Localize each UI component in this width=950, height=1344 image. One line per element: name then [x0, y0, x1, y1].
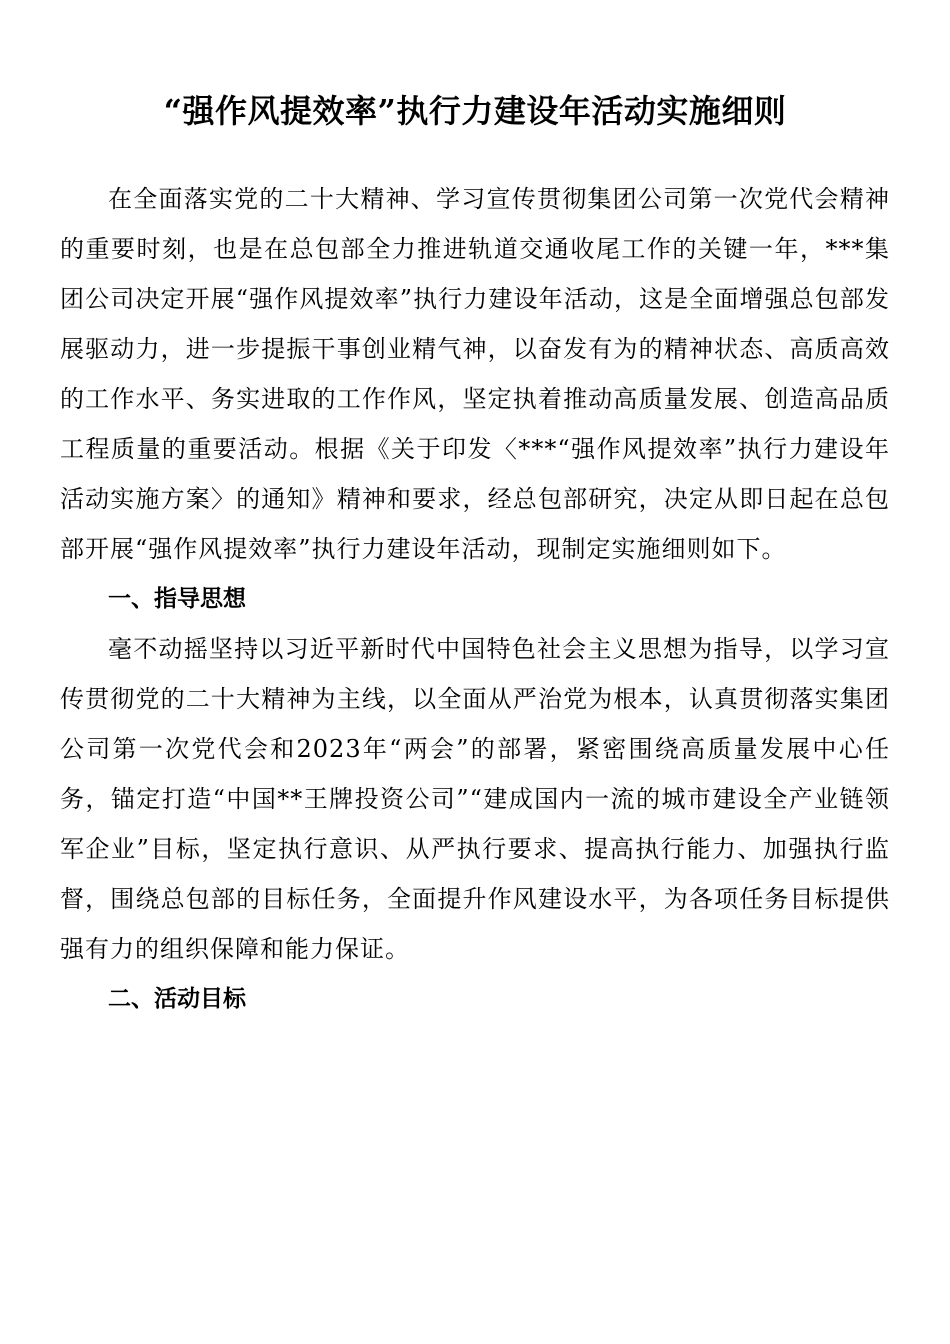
document-title: “强作风提效率”执行力建设年活动实施细则 [163, 92, 787, 130]
intro-paragraph: 在全面落实党的二十大精神、学习宣传贯彻集团公司第一次党代会精神的重要时刻，也是在总包部全力推进轨道交通收尾工作的关键一年，***集团公司决定开展“强作风提效率”执行力建设年活动，这是全面增强总包部发展驱动力，进一步提振干事创业精气神，以奋发有为的精神状态、高质高效的工作水平、务实进取的工作作风，坚定执着推动高质量发展、创造高品质工程质量的重要活动。根据《关于印发〈***“强作风提效率”执行力建设年活动实施方案〉的通知》精神和要求，经总包部研究，决定从即日起在总包部开展“强作风提效率”执行力建设年活动，现制定实施细则如下。 [60, 185, 890, 563]
section-heading-activity-goals: 二、活动目标 [108, 986, 246, 1012]
section-body-guiding-ideology: 毫不动摇坚持以习近平新时代中国特色社会主义思想为指导，以学习宣传贯彻党的二十大精神为主线，以全面从严治党为根本，认真贯彻落实集团公司第一次党代会和2023年“两会”的部署，紧密围绕高质量发展中心任务，锚定打造“中国**王牌投资公司”“建成国内一流的城市建设全产业链领军企业”目标，坚定执行意识、从严执行要求、提高执行能力、加强执行监督，围绕总包部的目标任务，全面提升作风建设水平，为各项任务目标提供强有力的组织保障和能力保证。 [60, 635, 890, 963]
document-page [60, 88, 890, 1024]
section-heading-guiding-ideology: 一、指导思想 [108, 586, 246, 612]
